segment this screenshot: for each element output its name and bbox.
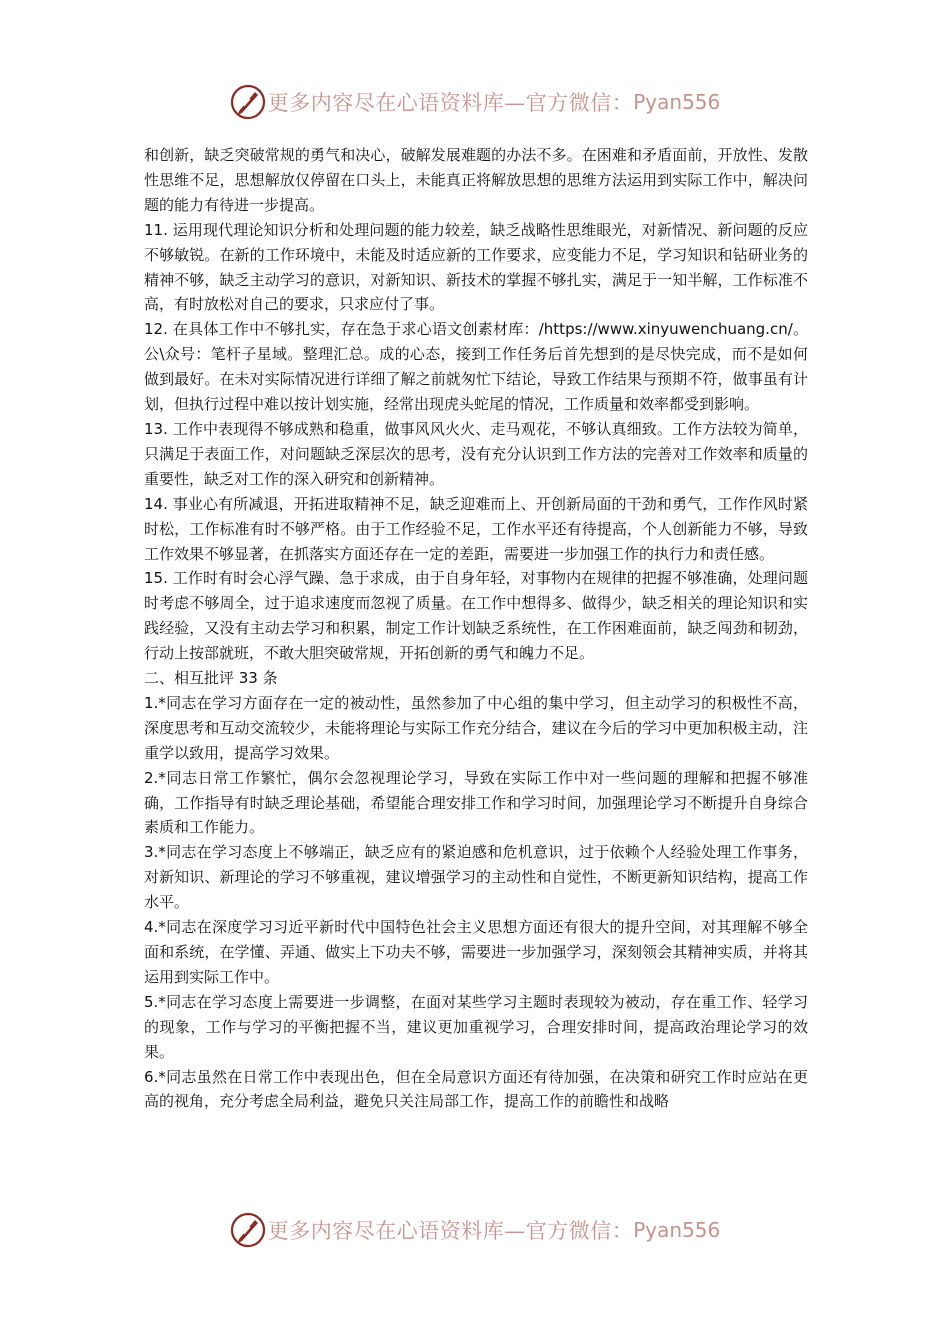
quill-logo-icon bbox=[230, 1212, 266, 1248]
quill-logo-icon bbox=[230, 84, 266, 120]
paragraph: 2.*同志日常工作繁忙，偶尔会忽视理论学习，导致在实际工作中对一些问题的理解和把握不够准确，工作指导有时缺乏理论基础，希望能合理安排工作和学习时间，加强理论学习不断提升自身综合素质和工作能力。 bbox=[144, 768, 808, 837]
paragraph: 11. 运用现代理论知识分析和处理问题的能力较差，缺乏战略性思维眼光，对新情况、新问题的反应不够敏锐。在新的工作环境中，未能及时适应新的工作要求，应变能力不足，学习知识和钻研业务的精神不够，缺乏主动学习的意识，对新知识、新技术的掌握不够扎实，满足于一知半解，工作标准不高，有时放松对自己的要求，只求应付了事。 bbox=[144, 220, 808, 314]
paragraph: 6.*同志虽然在日常工作中表现出色，但在全局意识方面还有待加强，在决策和研究工作时应站在更高的视角，充分考虑全局利益，避免只关注局部工作，提高工作的前瞻性和战略 bbox=[144, 1067, 808, 1111]
paragraph: 14. 事业心有所减退，开拓进取精神不足，缺乏迎难而上、开创新局面的干劲和勇气，工作作风时紧时松，工作标准有时不够严格。由于工作经验不足，工作水平还有待提高，个人创新能力不够，导致工作效果不够显著，在抓落实方面还存在一定的差距，需要进一步加强工作的执行力和责任感。 bbox=[144, 494, 808, 563]
paragraph: 13. 工作中表现得不够成熟和稳重，做事风风火火、走马观花，不够认真细致。工作方法较为简单，只满足于表面工作，对问题缺乏深层次的思考，没有充分认识到工作方法的完善对工作效率和质量的重要性，缺乏对工作的深入研究和创新精神。 bbox=[144, 419, 808, 488]
footer-banner bbox=[0, 1208, 950, 1252]
paragraph: 和创新，缺乏突破常规的勇气和决心，破解发展难题的办法不多。在困难和矛盾面前，开放性、发散性思维不足，思想解放仅停留在口头上，未能真正将解放思想的思维方法运用到实际工作中，解决问题的能力有待进一步提高。 bbox=[144, 146, 808, 214]
section-heading: 二、相互批评 33 条 bbox=[144, 669, 278, 688]
banner-text: 更多内容尽在心语资料库—官方微信： bbox=[267, 1219, 634, 1243]
banner-text: 更多内容尽在心语资料库—官方微信： bbox=[267, 91, 634, 115]
document-body bbox=[144, 143, 808, 1114]
banner-wechat-id: Pyan556 bbox=[633, 90, 721, 114]
paragraph: 4.*同志在深度学习习近平新时代中国特色社会主义思想方面还有很大的提升空间，对其理解不够全面和系统，在学懂、弄通、做实上下功夫不够，需要进一步加强学习，深刻领会其精神实质，并将其运用到实际工作中。 bbox=[144, 918, 808, 986]
paragraph: 5.*同志在学习态度上需要进一步调整，在面对某些学习主题时表现较为被动，存在重工作、轻学习的现象，工作与学习的平衡把握不当，建议更加重视学习，合理安排时间，提高政治理论学习的效果。 bbox=[144, 992, 808, 1061]
banner-wechat-id: Pyan556 bbox=[633, 1218, 721, 1242]
paragraph: 3.*同志在学习态度上不够端正，缺乏应有的紧迫感和危机意识，过于依赖个人经验处理工作事务，对新知识、新理论的学习不够重视，建议增强学习的主动性和自觉性，不断更新知识结构，提高工作水平。 bbox=[144, 843, 808, 912]
header-banner bbox=[0, 80, 950, 124]
paragraph: 12. 在具体工作中不够扎实，存在急于求心语文创素材库：/https://www.xinyuwenchuang.cn/。公\众号：笔杆子星域。整理汇总。成的心态，接到工作任务后首先想到的是尽快完成，而不是如何做到最好。在未对实际情况进行详细了解之前就匆忙下结论，导致工作结果与预期不符，做事虽有计划，但执行过程中难以按计划实施，经常出现虎头蛇尾的情况，工作质量和效率都受到影响。 bbox=[144, 320, 808, 414]
paragraph: 15. 工作时有时会心浮气躁、急于求成，由于自身年轻，对事物内在规律的把握不够准确，处理问题时考虑不够周全，过于追求速度而忽视了质量。在工作中想得多、做得少，缺乏相关的理论知识和实践经验，又没有主动去学习和积累，制定工作计划缺乏系统性，在工作困难面前，缺乏闯劲和韧劲，行动上按部就班，不敢大胆突破常规，开拓创新的勇气和魄力不足。 bbox=[144, 569, 808, 663]
paragraph: 1.*同志在学习方面存在一定的被动性，虽然参加了中心组的集中学习，但主动学习的积极性不高，深度思考和互动交流较少，未能将理论与实际工作充分结合，建议在今后的学习中更加积极主动，注重学以致用，提高学习效果。 bbox=[144, 693, 808, 762]
